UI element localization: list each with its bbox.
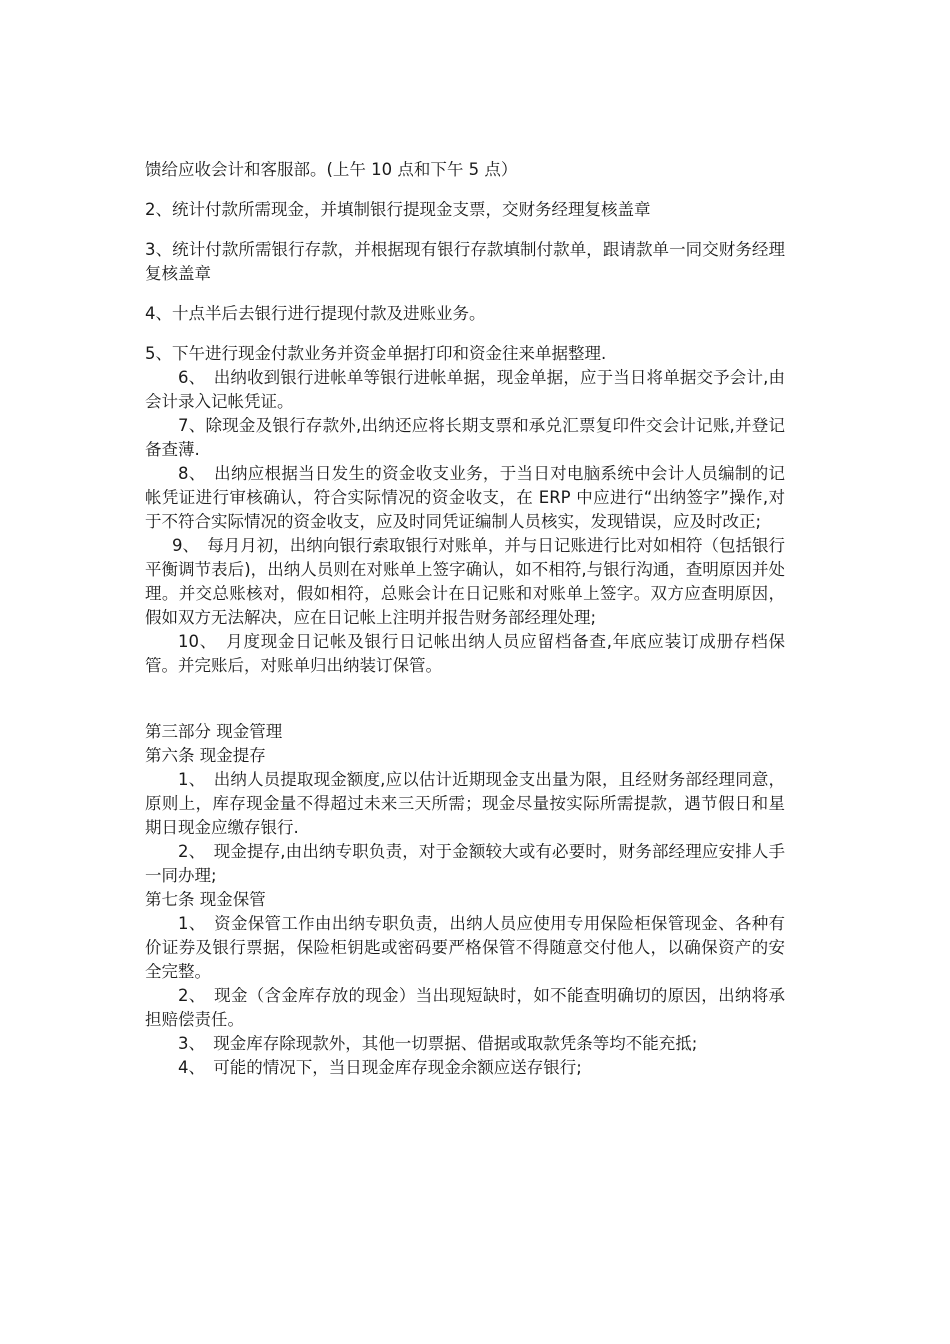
- intro-line-1: 馈给应收会计和客服部。(上午 10 点和下午 5 点）: [145, 160, 518, 179]
- intro-line-5: 5、下午进行现金付款业务并资金单据打印和资金往来单据整理.: [145, 344, 607, 363]
- numbered-item-10: 10、 月度现金日记帐及银行日记帐出纳人员应留档备查,年底应装订成册存档保管。并完账后，对账单归出纳装订保管。: [145, 632, 785, 675]
- article7-item-3: 3、 现金库存除现款外，其他一切票据、借据或取款凭条等均不能充抵;: [178, 1034, 698, 1053]
- part-title: 第三部分 现金管理: [145, 722, 283, 741]
- article6-item-1: 1、 出纳人员提取现金额度,应以估计近期现金支出量为限，且经财务部经理同意，原则上，库存现金量不得超过未来三天所需；现金尽量按实际所需提款，遇节假日和星期日现金应缴存银行.: [145, 770, 785, 837]
- document-page: [145, 158, 785, 1080]
- article7-title: 第七条 现金保管: [145, 890, 266, 909]
- numbered-item-6: 6、 出纳收到银行进帐单等银行进帐单据，现金单据，应于当日将单据交予会计,由会计录入记帐凭证。: [145, 368, 785, 411]
- numbered-item-7: 7、除现金及银行存款外,出纳还应将长期支票和承兑汇票复印件交会计记账,并登记备查薄.: [145, 416, 785, 459]
- numbered-item-8: 8、 出纳应根据当日发生的资金收支业务，于当日对电脑系统中会计人员编制的记帐凭证进行审核确认，符合实际情况的资金收支，在 ERP 中应进行“出纳签字”操作,对于不符合实际情况的资金收支，应及时同凭证编制人员核实，发现错误，应及时改正;: [145, 464, 785, 531]
- article7-item-1: 1、 资金保管工作由出纳专职负责，出纳人员应使用专用保险柜保管现金、各种有价证券及银行票据，保险柜钥匙或密码要严格保管不得随意交付他人，以确保资产的安全完整。: [145, 914, 785, 981]
- article7-item-2: 2、 现金（含金库存放的现金）当出现短缺时，如不能查明确切的原因，出纳将承担赔偿责任。: [145, 986, 785, 1029]
- article6-item-2: 2、 现金提存,由出纳专职负责，对于金额较大或有必要时，财务部经理应安排人手一同办理;: [145, 842, 785, 885]
- intro-line-4: 4、十点半后去银行进行提现付款及进账业务。: [145, 304, 486, 323]
- article7-item-4: 4、 可能的情况下，当日现金库存现金余额应送存银行;: [178, 1058, 582, 1077]
- numbered-item-9: 9、 每月月初，出纳向银行索取银行对账单，并与日记账进行比对如相符（包括银行平衡调节表后)，出纳人员则在对账单上签字确认，如不相符,与银行沟通，查明原因并处理。并交总账核对，假如相符，总账会计在日记账和对账单上签字。双方应查明原因，假如双方无法解决，应在日记帐上注明并报告财务部经理处理;: [145, 536, 785, 627]
- intro-line-3: 3、统计付款所需银行存款，并根据现有银行存款填制付款单，跟请款单一同交财务经理复核盖章: [145, 240, 785, 283]
- article6-title: 第六条 现金提存: [145, 746, 266, 765]
- intro-line-2: 2、统计付款所需现金，并填制银行提现金支票，交财务经理复核盖章: [145, 200, 651, 219]
